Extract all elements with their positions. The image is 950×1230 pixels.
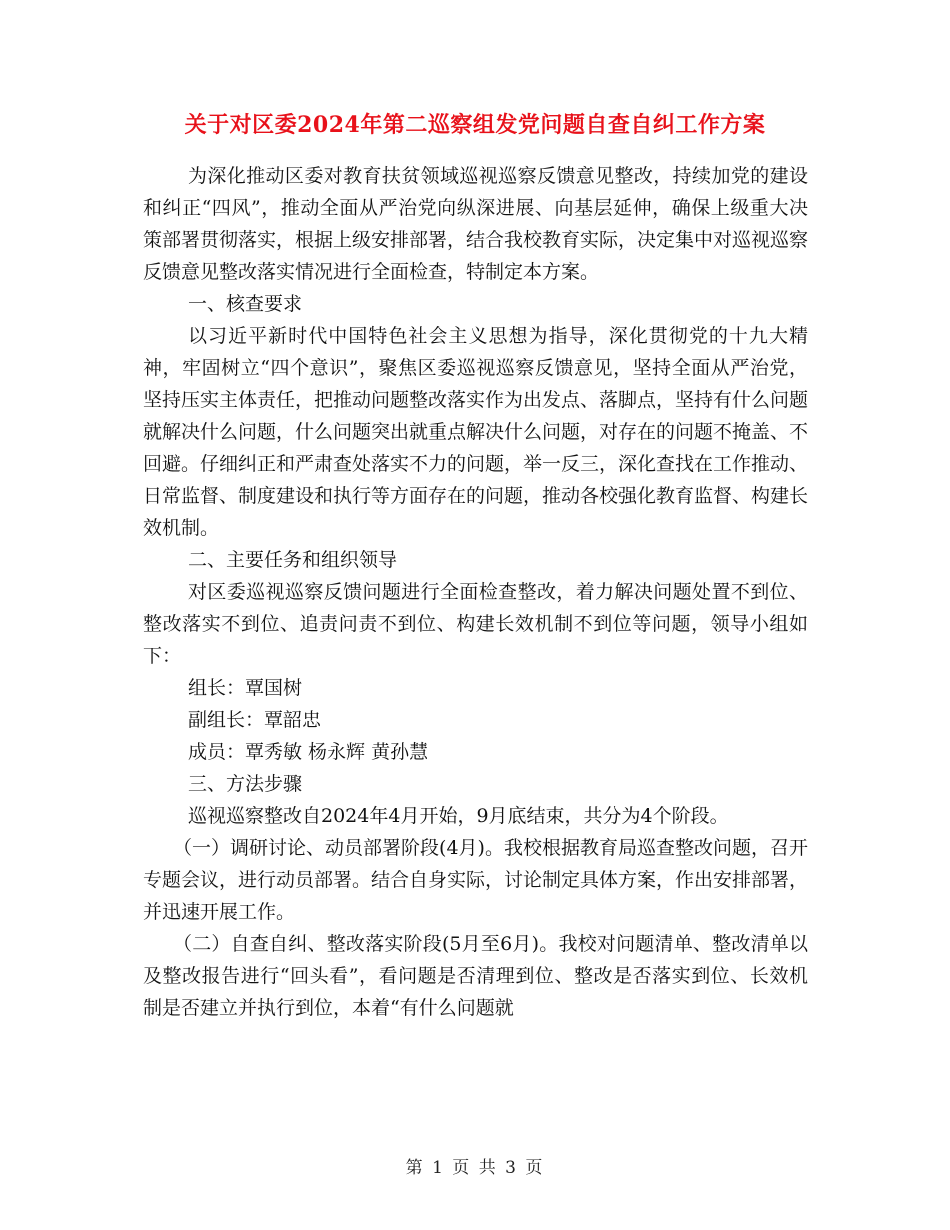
document-title: 关于对区委2024年第二巡察组发党问题自查自纠工作方案 — [184, 112, 766, 138]
members-line: 成员：覃秀敏 杨永辉 黄孙慧 — [188, 741, 429, 763]
section-heading-3: 三、方法步骤 — [188, 773, 303, 795]
paragraph-intro: 为深化推动区委对教育扶贫领域巡视巡察反馈意见整改，持续加党的建设和纠正“四风”，推动全面从严治党向纵深进展、向基层延伸，确保上级重大决策部署贯彻落实，根据上级安排部署，结合我校教育实际，决定集中对巡视巡察反馈意见整改落实情况进行全面检查，特制定本方案。 — [143, 165, 809, 283]
paragraph-phase-2: （二）自查自纠、整改落实阶段(5月至6月)。我校对问题清单、整改清单以及整改报告进行“回头看”，看问题是否清理到位、整改是否落实到位、长效机制是否建立并执行到位，本着“有什么问题就 — [143, 933, 808, 1019]
deputy-leader-line: 副组长：覃韶忠 — [188, 709, 322, 731]
section-heading-2: 二、主要任务和组织领导 — [188, 549, 398, 571]
paragraph-tasks: 对区委巡视巡察反馈问题进行全面检查整改，着力解决问题处置不到位、整改落实不到位、追责问责不到位、构建长效机制不到位等问题，领导小组如下： — [143, 581, 808, 667]
document-body — [143, 160, 808, 1024]
paragraph-requirements: 以习近平新时代中国特色社会主义思想为指导，深化贯彻党的十九大精神，牢固树立“四个意识”，聚焦区委巡视巡察反馈意见，坚持全面从严治党，坚持压实主体责任，把推动问题整改落实作为出发点、落脚点，坚持有什么问题就解决什么问题，什么问题突出就重点解决什么问题，对存在的问题不掩盖、不回避。仔细纠正和严肃查处落实不力的问题，举一反三，深化查找在工作推动、日常监督、制度建设和执行等方面存在的问题，推动各校强化教育监督、构建长效机制。 — [143, 325, 809, 539]
paragraph-schedule: 巡视巡察整改自2024年4月开始，9月底结束，共分为4个阶段。 — [188, 805, 729, 827]
section-heading-1: 一、核查要求 — [188, 293, 303, 315]
page-footer: 第 1 页 共 3 页 — [405, 1158, 545, 1178]
paragraph-phase-1: （一）调研讨论、动员部署阶段(4月)。我校根据教育局巡查整改问题，召开专题会议，进行动员部署。结合自身实际，讨论制定具体方案，作出安排部署，并迅速开展工作。 — [143, 837, 809, 923]
leader-line: 组长：覃国树 — [188, 677, 303, 699]
